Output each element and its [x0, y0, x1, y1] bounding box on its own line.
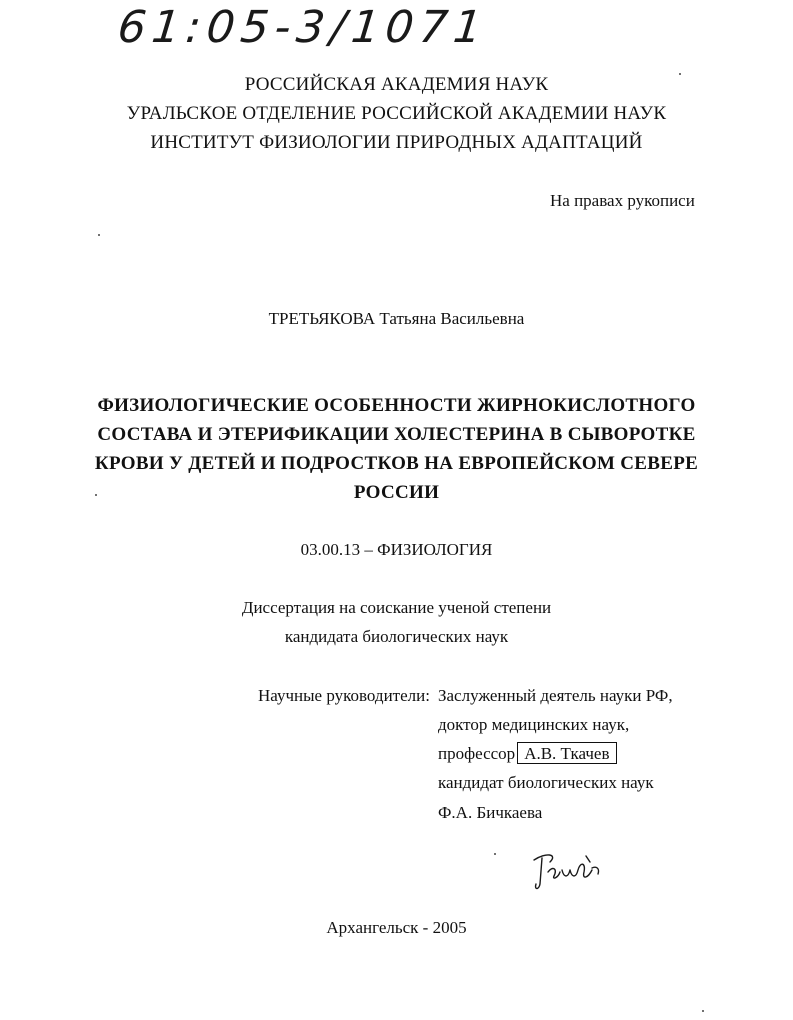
manuscript-rights: На правах рукописи: [550, 191, 695, 210]
scan-speck: [702, 1010, 704, 1012]
supervisor-line-1: Заслуженный деятель науки РФ,: [438, 686, 673, 705]
supervisor-line-4: кандидат биологических наук: [438, 773, 654, 792]
supervisor-name-boxed: А.В. Ткачев: [517, 742, 616, 764]
institution-line-1: РОССИЙСКАЯ АКАДЕМИЯ НАУК: [244, 74, 549, 95]
dissertation-line-1: Диссертация на соискание ученой степени: [241, 598, 552, 617]
title-line-1: ФИЗИОЛОГИЧЕСКИЕ ОСОБЕННОСТИ ЖИРНОКИСЛОТНОГО: [97, 395, 696, 416]
supervisor-line-5: Ф.А. Бичкаева: [438, 803, 543, 822]
scan-speck: [98, 234, 100, 236]
supervisor-title: профессор: [438, 744, 516, 763]
specialty: 03.00.13 – ФИЗИОЛОГИЯ: [300, 540, 493, 559]
author-name: ТРЕТЬЯКОВА Татьяна Васильевна: [268, 309, 525, 328]
archive-code: 61:05-3/1071: [115, 2, 491, 53]
title-line-4: РОССИИ: [353, 482, 440, 503]
supervisor-line-3: [438, 744, 617, 764]
scan-speck: [494, 853, 496, 855]
scan-speck: [95, 494, 97, 496]
scan-speck: [679, 73, 681, 75]
signature: [528, 848, 608, 896]
dissertation-line-2: кандидата биологических наук: [284, 627, 509, 646]
institution-line-2: УРАЛЬСКОЕ ОТДЕЛЕНИЕ РОССИЙСКОЙ АКАДЕМИИ НАУК: [126, 103, 667, 124]
supervisors-label: Научные руководители:: [258, 686, 430, 705]
title-line-3: КРОВИ У ДЕТЕЙ И ПОДРОСТКОВ НА ЕВРОПЕЙСКОМ СЕВЕРЕ: [94, 453, 699, 474]
supervisor-line-2: доктор медицинских наук,: [438, 715, 630, 734]
place-year: Архангельск - 2005: [326, 918, 467, 937]
institution-line-3: ИНСТИТУТ ФИЗИОЛОГИИ ПРИРОДНЫХ АДАПТАЦИЙ: [150, 132, 643, 153]
title-line-2: СОСТАВА И ЭТЕРИФИКАЦИИ ХОЛЕСТЕРИНА В СЫВОРОТКЕ: [97, 424, 696, 445]
